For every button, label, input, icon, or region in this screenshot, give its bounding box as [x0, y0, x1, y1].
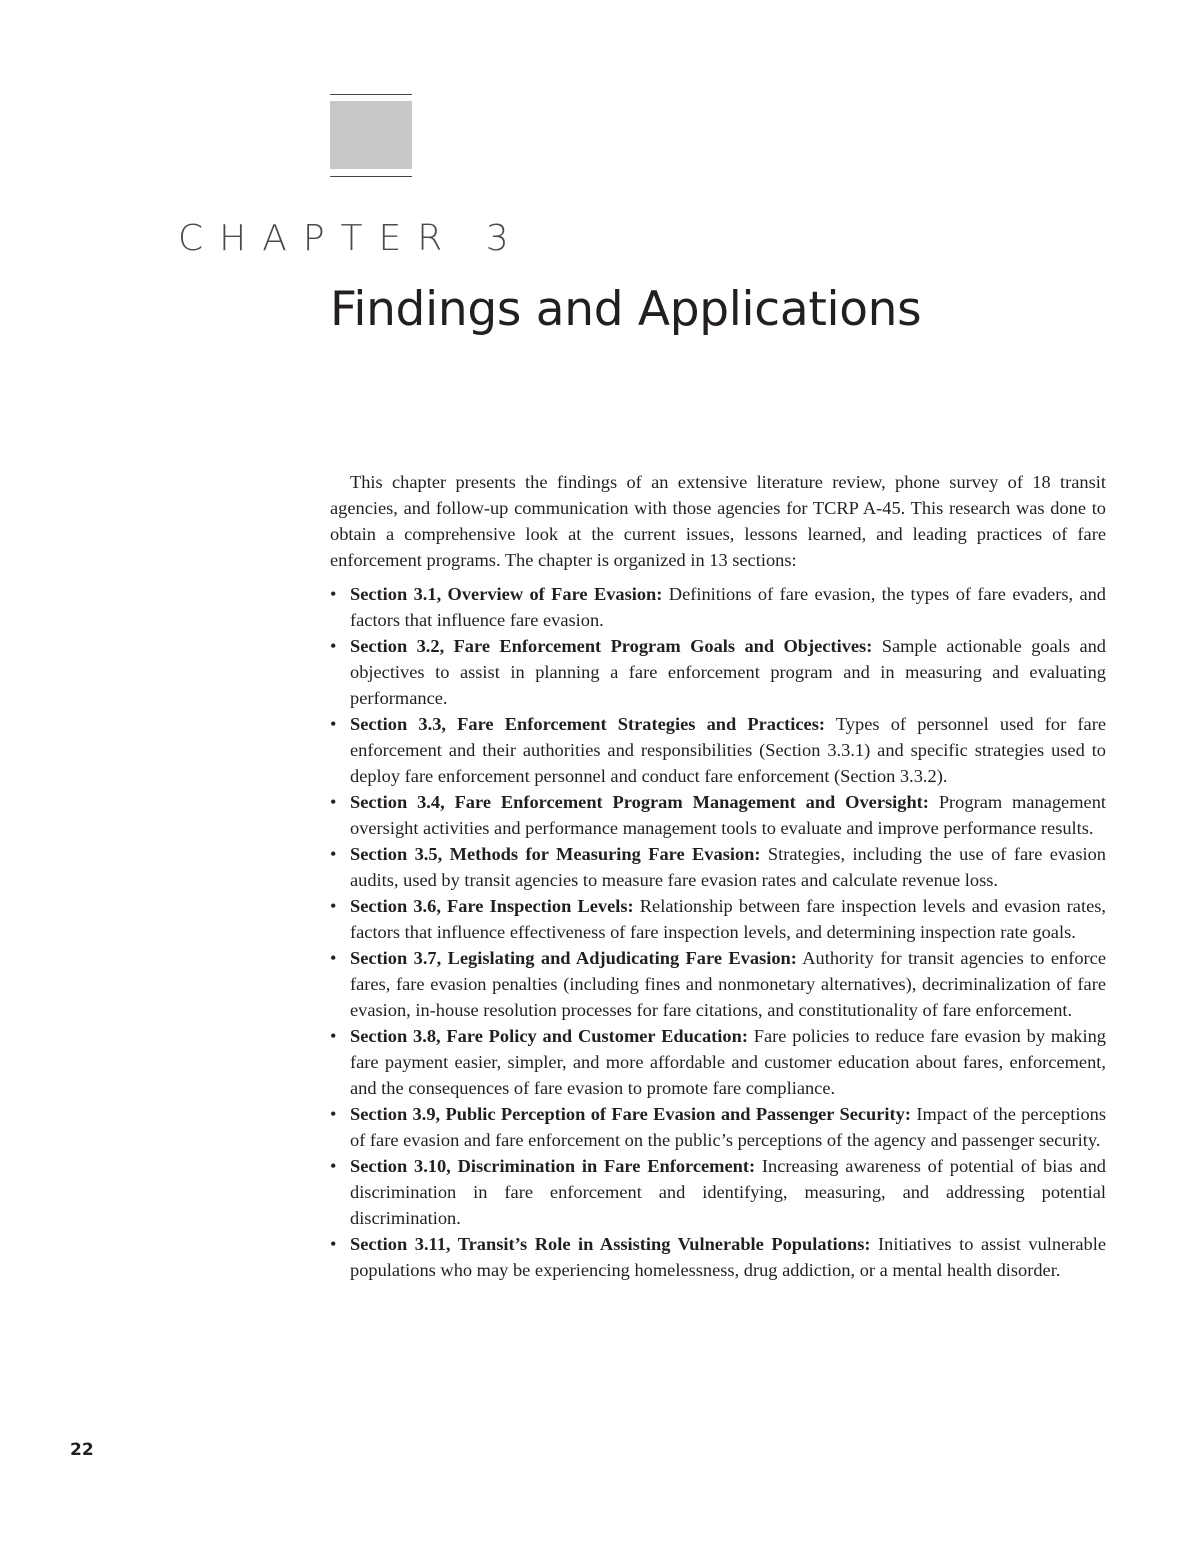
body-text — [330, 469, 1106, 1283]
list-item — [330, 945, 1106, 1023]
list-item — [330, 1101, 1106, 1153]
chapter-bottom-rule — [330, 176, 412, 177]
list-item — [330, 841, 1106, 893]
bullet-icon: • — [330, 584, 337, 604]
bullet-icon: • — [330, 1234, 337, 1254]
intro-paragraph: This chapter presents the findings of an extensive literature review, phone survey of 18 transit agencies, and follow-up communication with those agencies for TCRP A-45. This research was done to obtain a comprehensive look at the current issues, lessons learned, and leading practices of fare enforcement programs. The chapter is organized in 13 sections: — [330, 472, 1106, 570]
chapter-label: CHAPTER 3 — [178, 218, 525, 259]
list-item — [330, 633, 1106, 711]
section-description: Initiatives to assist vulnerable populations who may be experiencing homelessness, drug addiction, or a mental health disorder. — [350, 1234, 1106, 1280]
bullet-icon: • — [330, 896, 337, 916]
section-title: Section 3.10, Discrimination in Fare Enforcement: — [350, 1156, 756, 1176]
section-description: Definitions of fare evasion, the types of fare evaders, and factors that influence fare evasion. — [350, 584, 1106, 630]
section-description: Relationship between fare inspection levels and evasion rates, factors that influence effectiveness of fare inspection levels, and determining inspection rate goals. — [350, 896, 1106, 942]
bullet-icon: • — [330, 1026, 337, 1046]
list-item — [330, 893, 1106, 945]
section-title: Section 3.6, Fare Inspection Levels: — [350, 896, 634, 916]
bullet-icon: • — [330, 844, 337, 864]
section-description: Increasing awareness of potential of bias and discrimination in fare enforcement and identifying, measuring, and addressing potential discrimination. — [350, 1156, 1106, 1228]
section-title: Section 3.9, Public Perception of Fare Evasion and Passenger Security: — [350, 1104, 911, 1124]
bullet-icon: • — [330, 1104, 337, 1124]
list-item — [330, 1153, 1106, 1231]
section-title: Section 3.1, Overview of Fare Evasion: — [350, 584, 663, 604]
section-description: Types of personnel used for fare enforcement and their authorities and responsibilities (Section 3.3.1) and specific strategies used to deploy fare enforcement personnel and conduct fare enforcement (Section 3.3.2). — [350, 714, 1106, 786]
section-description: Sample actionable goals and objectives to assist in planning a fare enforcement program and in measuring and evaluating performance. — [350, 636, 1106, 708]
section-description: Fare policies to reduce fare evasion by making fare payment easier, simpler, and more affordable and customer education about fares, enforcement, and the consequences of fare evasion to promote fare compliance. — [350, 1026, 1106, 1098]
section-title: Section 3.11, Transit’s Role in Assisting Vulnerable Populations: — [350, 1234, 871, 1254]
section-title: Section 3.7, Legislating and Adjudicating Fare Evasion: — [350, 948, 797, 968]
bullet-icon: • — [330, 636, 337, 656]
section-title: Section 3.5, Methods for Measuring Fare Evasion: — [350, 844, 761, 864]
bullet-icon: • — [330, 714, 337, 734]
section-description: Impact of the perceptions of fare evasion and fare enforcement on the public’s perceptions of the agency and passenger security. — [350, 1104, 1106, 1150]
bullet-icon: • — [330, 948, 337, 968]
list-item — [330, 1023, 1106, 1101]
section-list — [330, 581, 1106, 1283]
section-description: Authority for transit agencies to enforce fares, fare evasion penalties (including fines and nonmonetary alternatives), decriminalization of fare evasion, in-house resolution processes for fare citations, and constitutionality of fare enforcement. — [350, 948, 1106, 1020]
chapter-title: Findings and Applications — [330, 282, 922, 337]
section-description: Strategies, including the use of fare evasion audits, used by transit agencies to measure fare evasion rates and calculate revenue loss. — [350, 844, 1106, 890]
section-title: Section 3.8, Fare Policy and Customer Education: — [350, 1026, 748, 1046]
section-title: Section 3.2, Fare Enforcement Program Goals and Objectives: — [350, 636, 873, 656]
list-item — [330, 1231, 1106, 1283]
section-description: Program management oversight activities and performance management tools to evaluate and improve performance results. — [350, 792, 1106, 838]
list-item — [330, 789, 1106, 841]
section-title: Section 3.3, Fare Enforcement Strategies and Practices: — [350, 714, 825, 734]
chapter-decorative-box — [330, 101, 412, 169]
list-item — [330, 711, 1106, 789]
bullet-icon: • — [330, 792, 337, 812]
list-item — [330, 581, 1106, 633]
page-number: 22 — [70, 1440, 94, 1460]
section-title: Section 3.4, Fare Enforcement Program Management and Oversight: — [350, 792, 929, 812]
bullet-icon: • — [330, 1156, 337, 1176]
chapter-top-rule — [330, 94, 412, 95]
